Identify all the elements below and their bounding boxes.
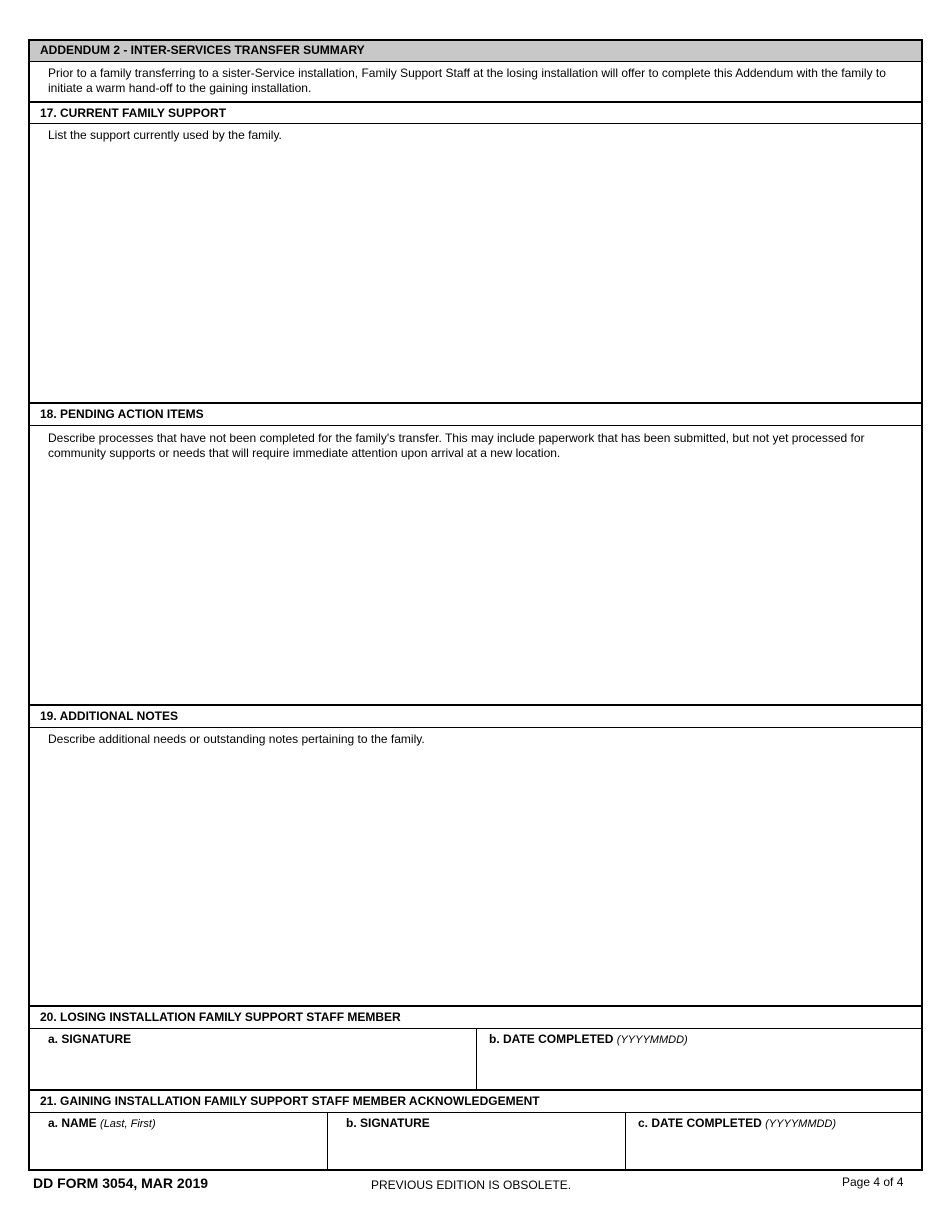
pending-action-items-field[interactable] (30, 463, 921, 703)
divider (30, 727, 921, 728)
form-page (28, 39, 923, 1171)
gaining-date-hint: (YYYYMMDD) (765, 1118, 837, 1130)
gaining-name-label (48, 1116, 156, 1130)
gaining-signature-field[interactable] (328, 1113, 625, 1170)
losing-date-label-text: b. DATE COMPLETED (489, 1032, 614, 1046)
losing-date-hint: (YYYYMMDD) (616, 1034, 688, 1046)
gaining-date-field[interactable] (626, 1113, 921, 1170)
gaining-signature-label: b. SIGNATURE (346, 1116, 430, 1130)
gaining-name-label-text: a. NAME (48, 1116, 97, 1130)
addendum-title: ADDENDUM 2 - INTER-SERVICES TRANSFER SUMMARY (30, 41, 921, 61)
section-18-instruction: Describe processes that have not been completed for the family's transfer. This may include paperwork that has been submitted, but not yet processed for community supports or needs that will require immediate attention upon arrival at a new location. (48, 431, 865, 460)
current-family-support-field[interactable] (30, 145, 921, 401)
section-19-instruction: Describe additional needs or outstanding notes pertaining to the family. (48, 732, 425, 746)
section-19-title: 19. ADDITIONAL NOTES (40, 709, 179, 723)
addendum-intro: Prior to a family transferring to a sister-Service installation, Family Support Staff at the losing installation will offer to complete this Addendum with the family to initiate a warm hand-off to the gaining installation. (48, 66, 886, 95)
losing-date-label (489, 1032, 688, 1046)
additional-notes-field[interactable] (30, 749, 921, 1004)
gaining-name-hint: (Last, First) (100, 1118, 156, 1130)
gaining-date-label-text: c. DATE COMPLETED (638, 1116, 762, 1130)
gaining-name-field[interactable] (30, 1113, 327, 1170)
section-17-instruction: List the support currently used by the family. (48, 128, 282, 142)
divider (30, 425, 921, 426)
section-17-title: 17. CURRENT FAMILY SUPPORT (40, 106, 227, 120)
form-id: DD FORM 3054, MAR 2019 (33, 1175, 209, 1191)
section-18-title: 18. PENDING ACTION ITEMS (40, 407, 204, 421)
page-number: Page 4 of 4 (842, 1175, 904, 1189)
section-20-title: 20. LOSING INSTALLATION FAMILY SUPPORT STAFF MEMBER (40, 1010, 401, 1024)
gaining-date-label (638, 1116, 836, 1130)
losing-date-field[interactable] (477, 1029, 921, 1088)
losing-signature-label: a. SIGNATURE (48, 1032, 132, 1046)
losing-signature-field[interactable] (30, 1029, 471, 1088)
divider (30, 123, 921, 124)
section-21-title: 21. GAINING INSTALLATION FAMILY SUPPORT STAFF MEMBER ACKNOWLEDGEMENT (40, 1094, 540, 1108)
edition-note: PREVIOUS EDITION IS OBSOLETE. (371, 1178, 572, 1192)
divider (30, 61, 921, 62)
